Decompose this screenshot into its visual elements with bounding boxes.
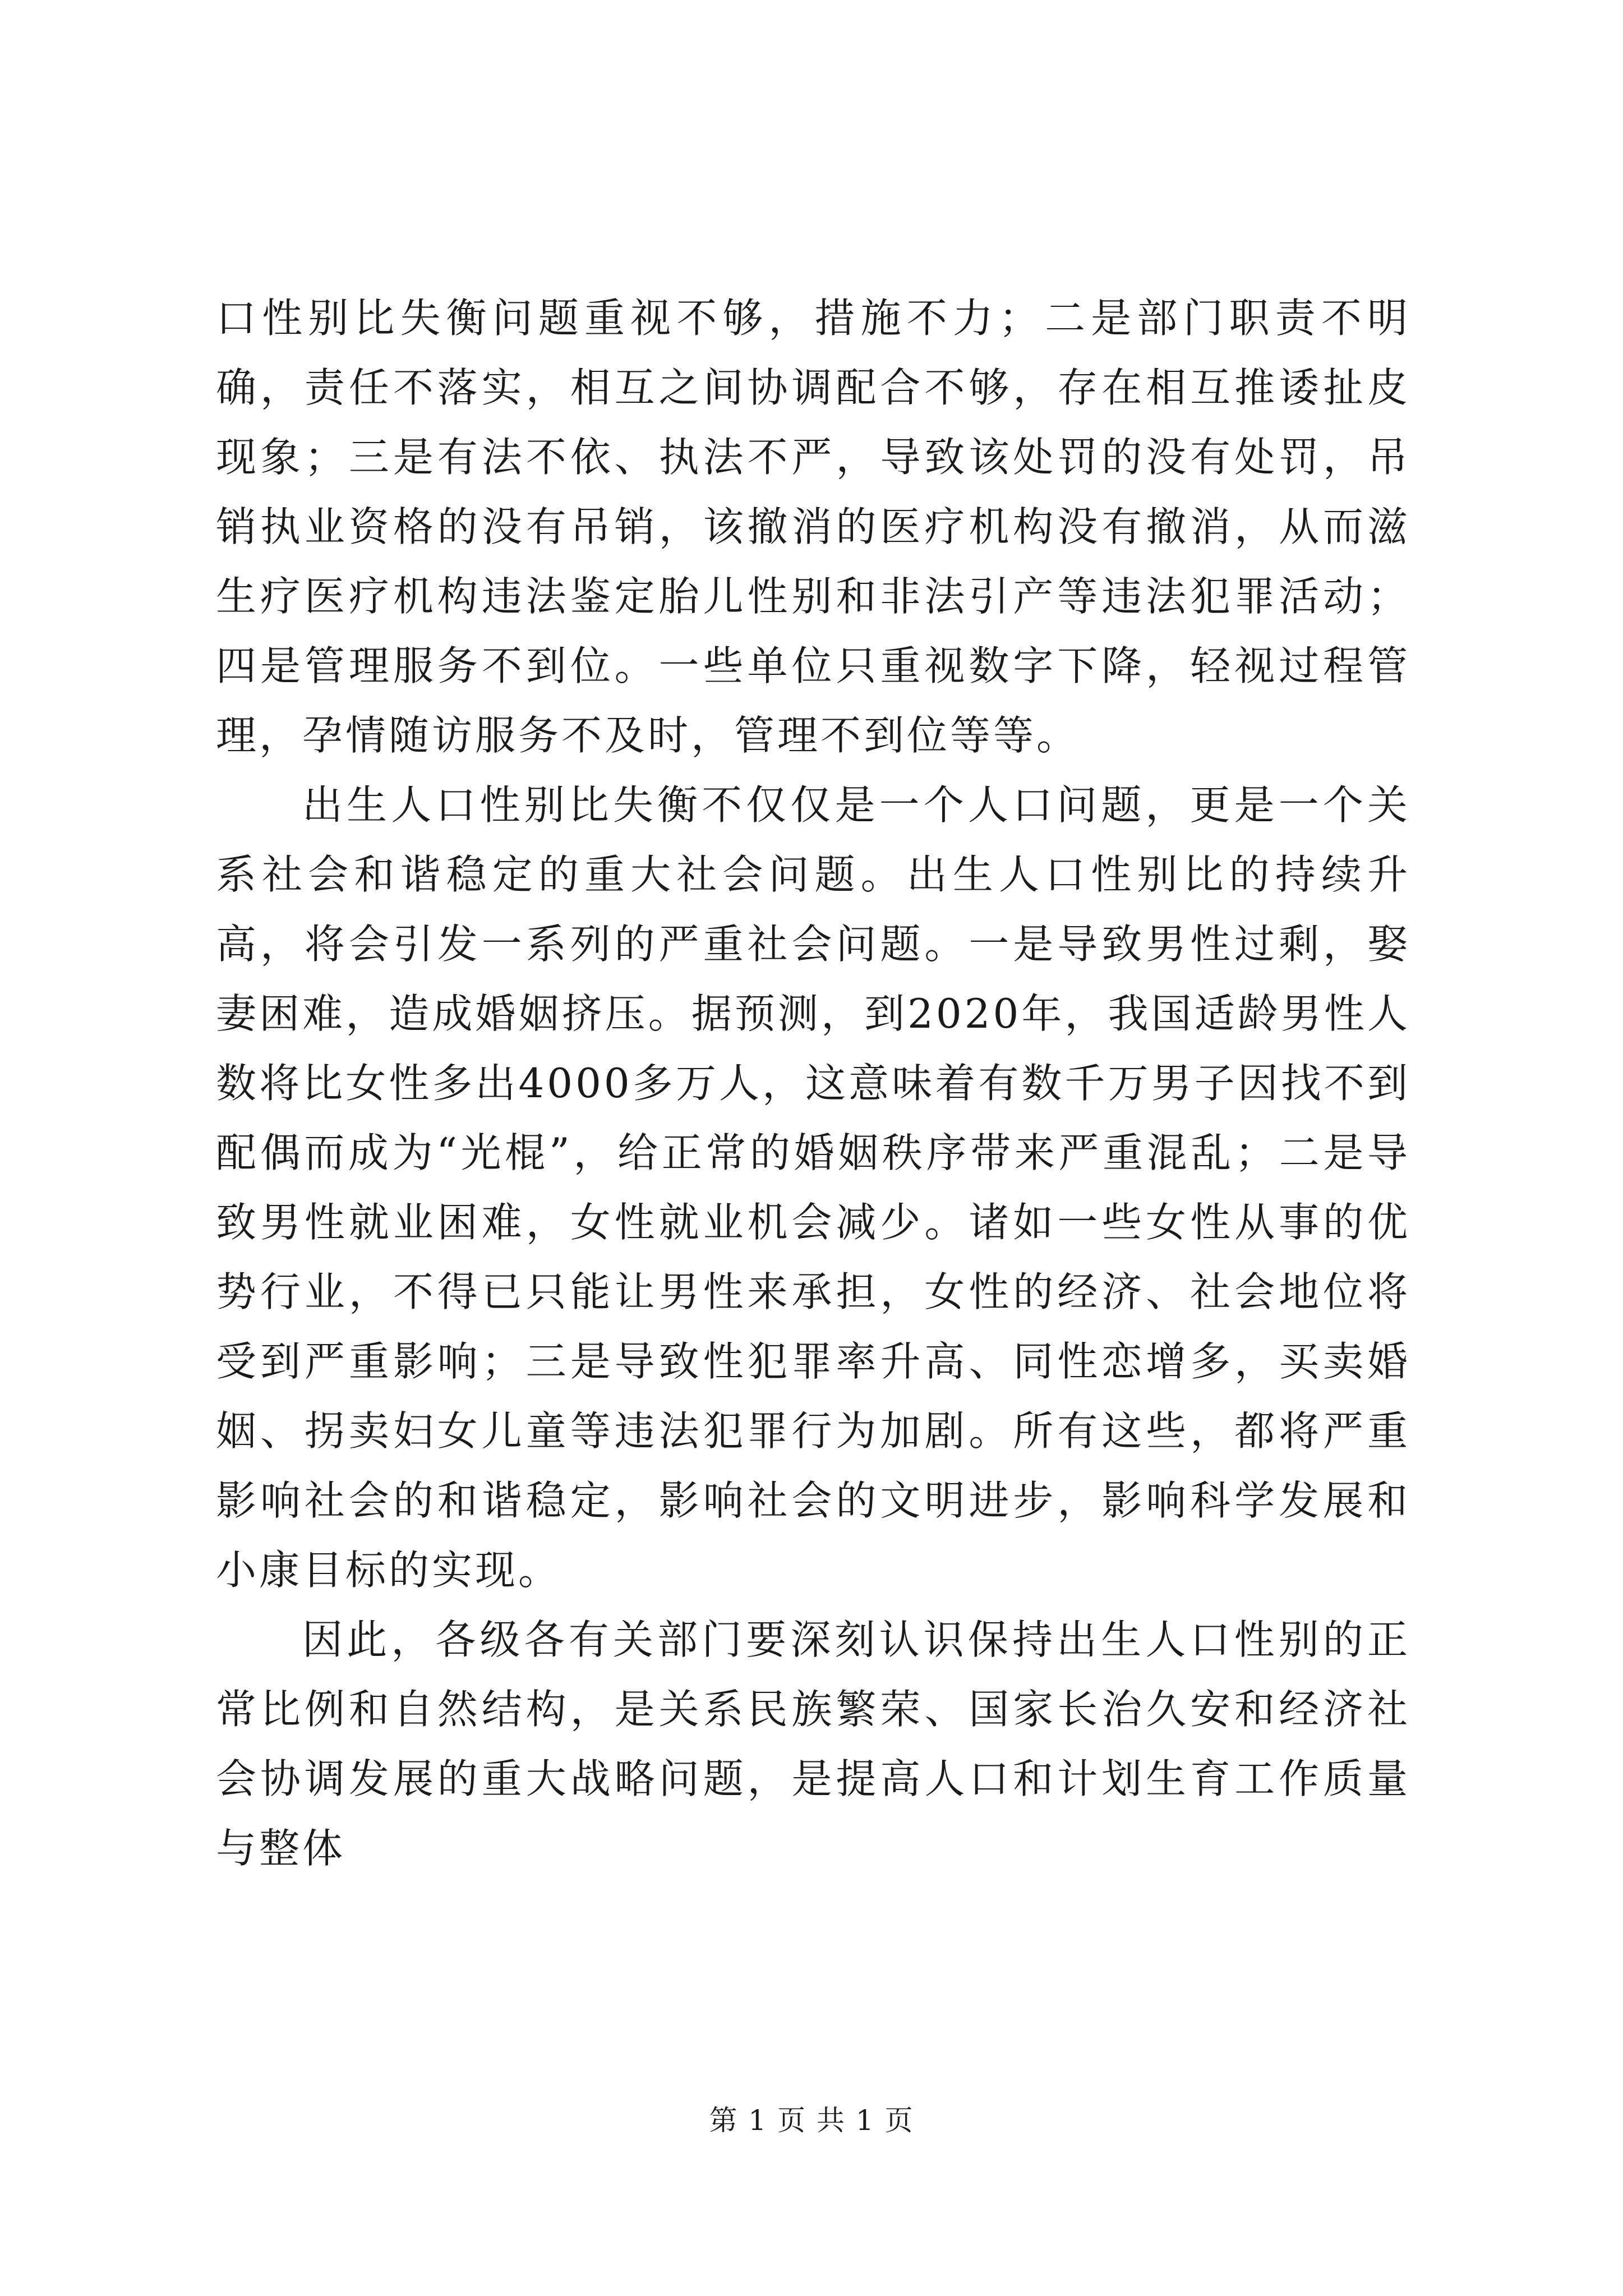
paragraph-3: 因此，各级各有关部门要深刻认识保持出生人口性别的正常比例和自然结构，是关系民族繁荣、国家长治久安和经济社会协调发展的重大战略问题，是提高人口和计划生育工作质量与整体	[216, 1616, 1410, 1872]
page-footer: 第 1 页 共 1 页	[709, 2104, 914, 2137]
paragraph-2: 出生人口性别比失衡不仅仅是一个人口问题，更是一个关系社会和谐稳定的重大社会问题。出生人口性别比的持续升高，将会引发一系列的严重社会问题。一是导致男性过剩，娶妻困难，造成婚姻挤压。据预测，到2020年，我国适龄男性人数将比女性多出4000多万人，这意味着有数千万男子因找不到配偶而成为“光棍”，给正常的婚姻秩序带来严重混乱；二是导致男性就业困难，女性就业机会减少。诸如一些女性从事的优势行业，不得已只能让男性来承担，女性的经济、社会地位将受到严重影响；三是导致性犯罪率升高、同性恋增多，买卖婚姻、拐卖妇女儿童等违法犯罪行为加剧。所有这些，都将严重影响社会的和谐稳定，影响社会的文明进步，影响科学发展和小康目标的实现。	[216, 781, 1410, 1594]
paragraph-1: 口性别比失衡问题重视不够，措施不力；二是部门职责不明确，责任不落实，相互之间协调配合不够，存在相互推诿扯皮现象；三是有法不依、执法不严，导致该处罚的没有处罚，吊销执业资格的没有吊销，该撤消的医疗机构没有撤消，从而滋生疗医疗机构违法鉴定胎儿性别和非法引产等违法犯罪活动；四是管理服务不到位。一些单位只重视数字下降，轻视过程管理，孕情随访服务不及时，管理不到位等等。	[216, 295, 1410, 759]
document-body	[216, 283, 1410, 1883]
